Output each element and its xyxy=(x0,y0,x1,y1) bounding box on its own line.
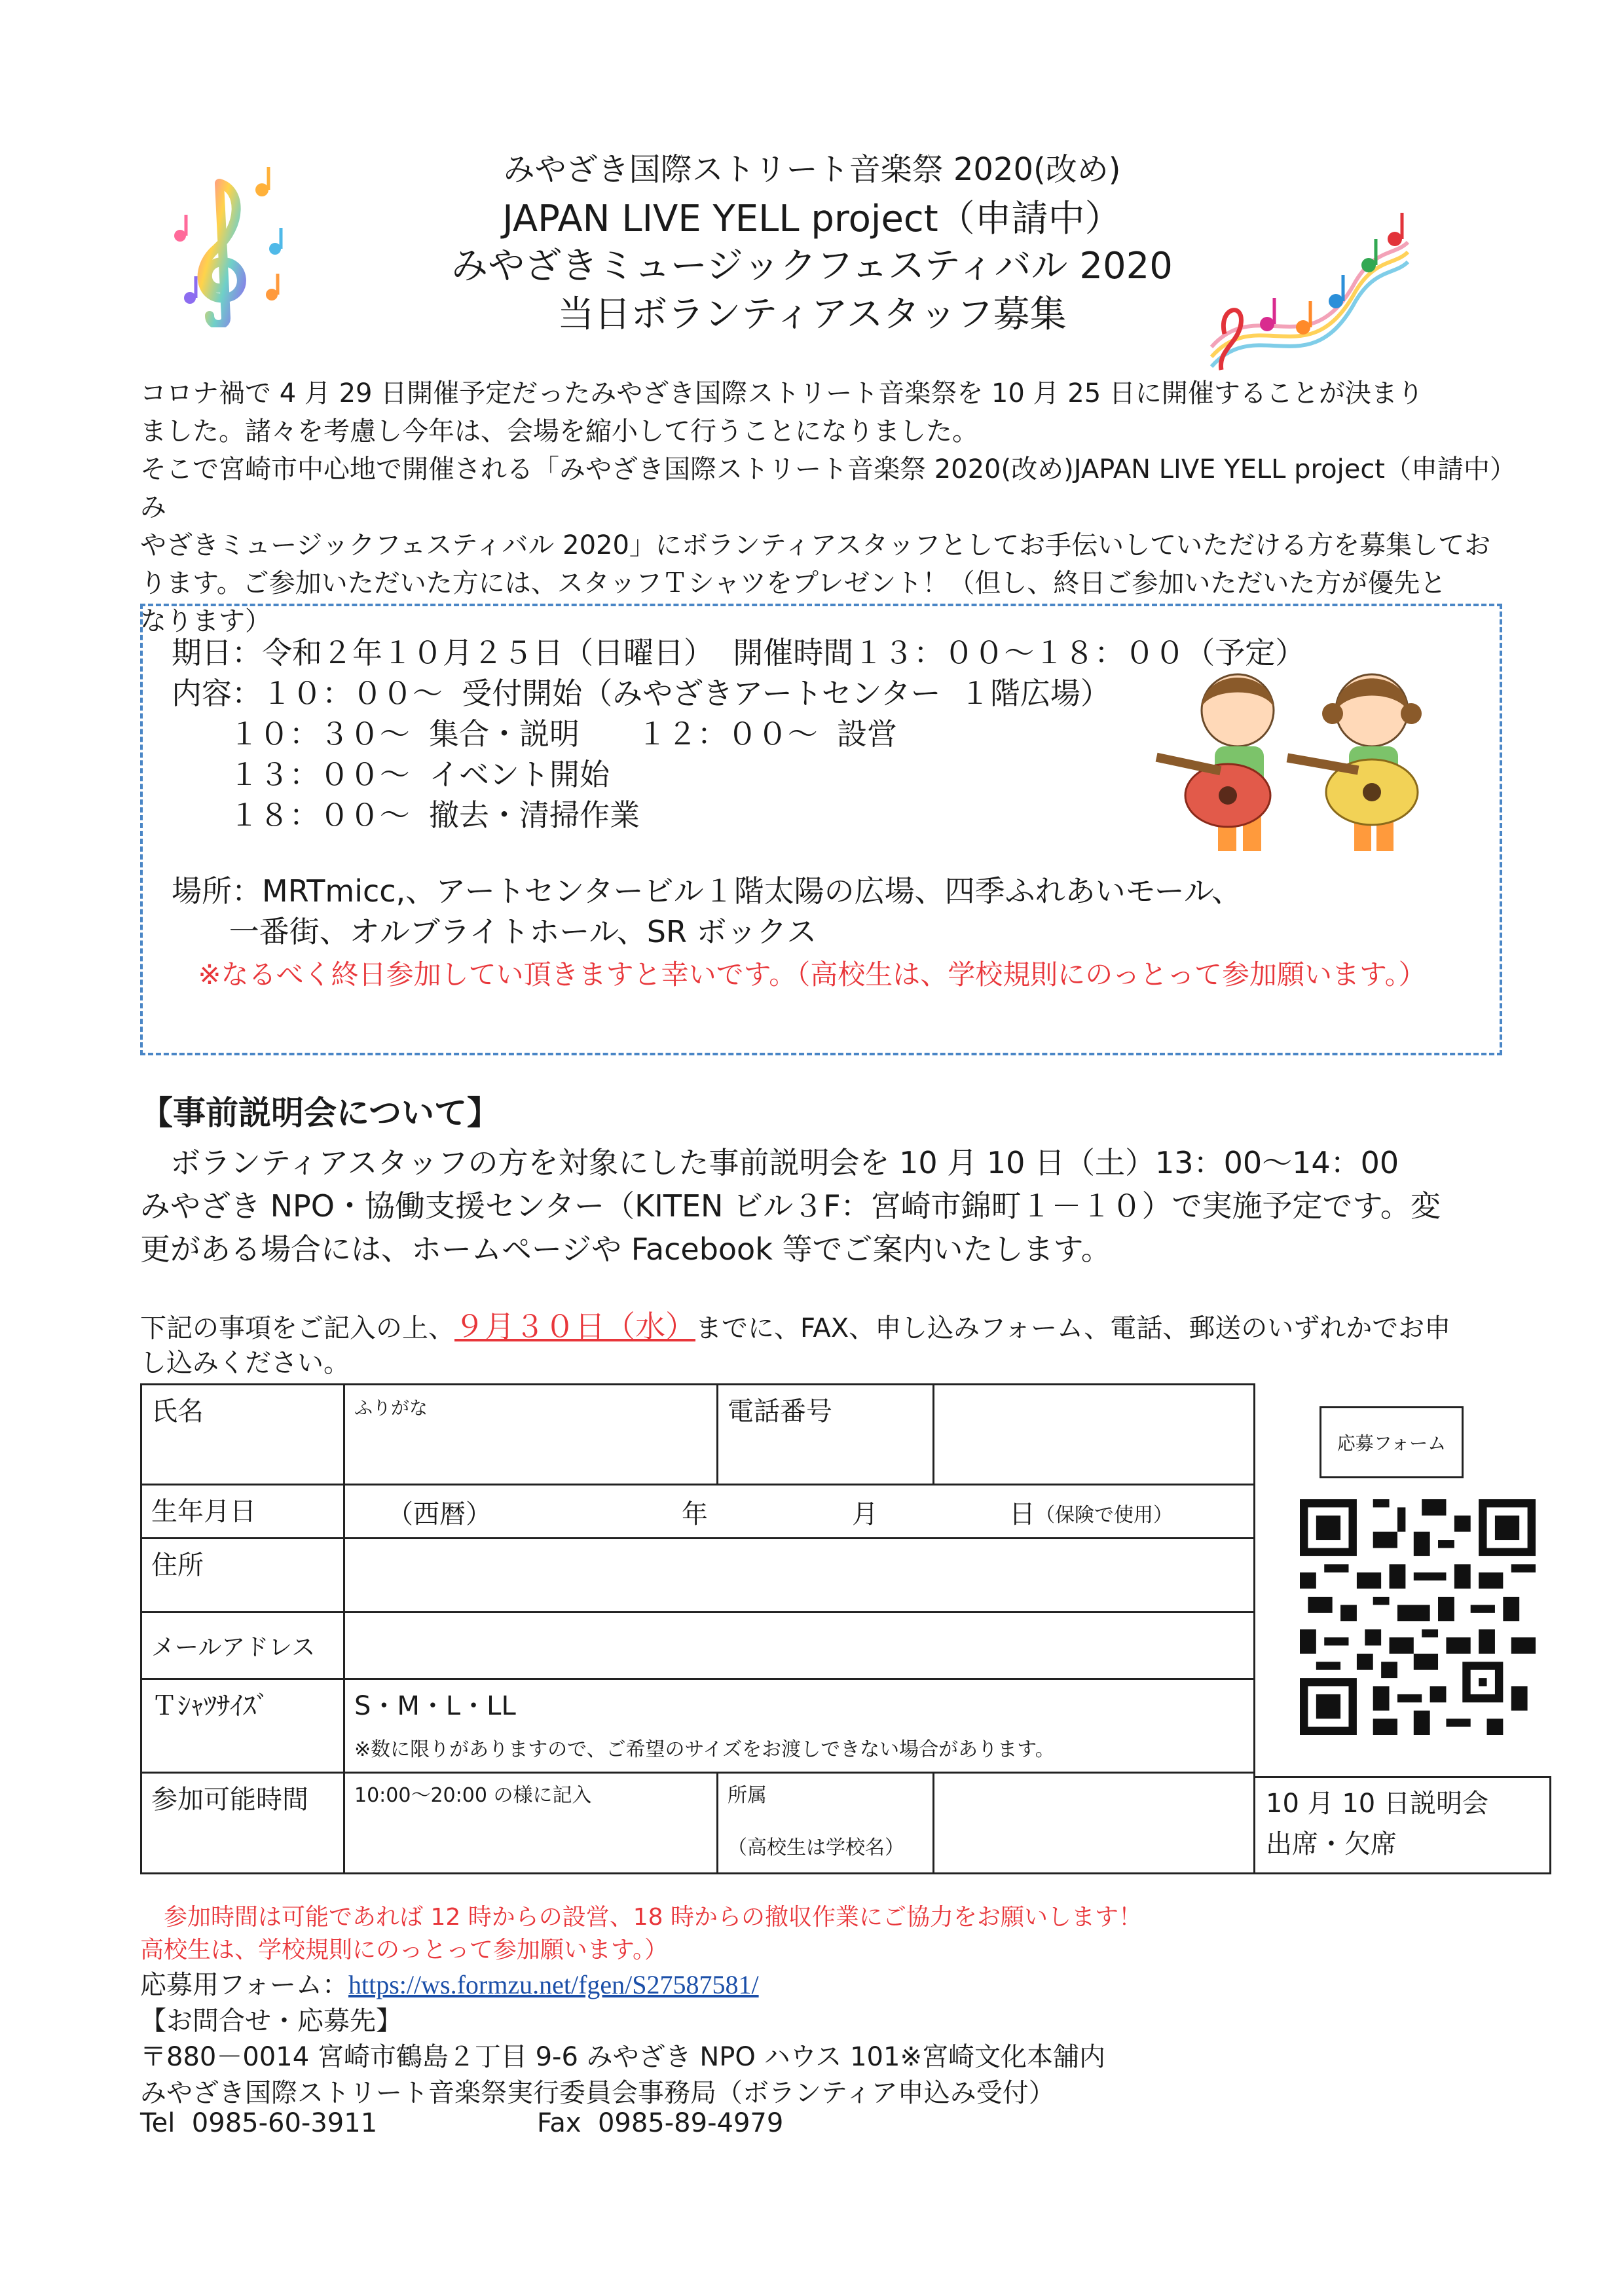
address-label: 住所 xyxy=(141,1539,344,1613)
contact-office: みやざき国際ストリート音楽祭実行委員会事務局（ボランティア申込み受付） xyxy=(140,2078,1055,2108)
header-line-2: JAPAN LIVE YELL project（申請中） xyxy=(502,198,1122,240)
birth-field[interactable] xyxy=(344,1485,1255,1539)
event-place-line: 場所：MRTmicc,、アートセンタービル１階太陽の広場、四季ふれあいモール、 xyxy=(172,873,1242,909)
email-field[interactable] xyxy=(344,1612,1255,1679)
apply-line-2: し込みください。 xyxy=(140,1348,350,1378)
time-label: 参加可能時間 xyxy=(141,1773,344,1874)
birth-label: 生年月日 xyxy=(141,1485,344,1539)
name-label: 氏名 xyxy=(141,1385,344,1485)
children-guitar-illustration xyxy=(1146,661,1460,864)
briefing-choice: 出席・欠席 xyxy=(1266,1829,1397,1859)
birth-month: 月 xyxy=(852,1499,878,1530)
briefing-heading: 【事前説明会について】 xyxy=(140,1094,500,1132)
qr-code-icon[interactable] xyxy=(1300,1499,1536,1735)
apply-instructions xyxy=(140,1303,1450,1346)
birth-year: 年 xyxy=(682,1499,708,1530)
intro-line: やざきミュージックフェスティバル 2020」にボランティアスタッフとしてお手伝いしていただける方を募集してお xyxy=(140,530,1491,560)
intro-paragraph xyxy=(140,374,1522,640)
contact-address: 〒880－0014 宮崎市鶴島２丁目 9-6 みやざき NPO ハウス 101※宮崎文化本舗内 xyxy=(140,2042,1105,2072)
phone-label: 電話番号 xyxy=(718,1385,934,1485)
birth-day: 日 xyxy=(1009,1499,1035,1530)
briefing-line: みやざき NPO・協働支援センター（KITEN ビル３F：宮崎市錦町１－１０）で実施予定です。変 xyxy=(140,1188,1441,1224)
qr-label: 応募フォーム xyxy=(1320,1406,1464,1478)
time-field[interactable]: 10:00～20:00 の様に記入 xyxy=(344,1773,718,1874)
application-form-table xyxy=(140,1383,1255,1874)
tshirt-field[interactable] xyxy=(344,1679,1255,1773)
form-url-line xyxy=(140,1964,759,2001)
event-content-line: 内容：１０：００～ 受付開始（みやざきアートセンター １階広場） xyxy=(172,676,1111,711)
birth-note: （保険で使用） xyxy=(1035,1504,1173,1527)
event-date-line: 期日：令和２年１０月２５日（日曜日） 開催時間１３：００～１８：００（予定） xyxy=(172,635,1306,670)
affiliation-cell[interactable] xyxy=(718,1773,934,1874)
form-url-label: 応募用フォーム： xyxy=(140,1970,348,2000)
event-note: ※なるべく終日参加してい頂きますと幸いです。（高校生は、学校規則にのっとって参加願います。） xyxy=(198,958,1426,991)
briefing-attendance-box[interactable] xyxy=(1253,1776,1551,1874)
apply-post: までに、FAX、申し込みフォーム、電話、郵送のいずれかでお申 xyxy=(695,1313,1451,1343)
contact-heading: 【お問合せ・応募先】 xyxy=(140,2006,402,2036)
affiliation-hint: （高校生は学校名） xyxy=(728,1836,904,1860)
form-url-link[interactable]: https://ws.formzu.net/fgen/S27587581/ xyxy=(348,1970,759,1999)
tshirt-label: Ｔｼｬﾂｻｲｽﾞ xyxy=(141,1679,344,1773)
tshirt-sizes: S・M・L・LL xyxy=(354,1691,516,1722)
address-field[interactable] xyxy=(344,1539,1255,1613)
tshirt-note: ※数に限りがありますので、ご希望のサイズをお渡しできない場合があります。 xyxy=(354,1738,1055,1762)
intro-line: ました。諸々を考慮し今年は、会場を縮小して行うことになりました。 xyxy=(140,416,978,446)
event-content-line: １０：３０～ 集合・説明 １２：００～ 設営 xyxy=(172,716,897,752)
footer-red-line: 高校生は、学校規則にのっとって参加願います。） xyxy=(140,1937,669,1963)
event-place-line: 一番街、オルブライトホール、SR ボックス xyxy=(172,914,817,949)
event-content-line: １８：００～ 撤去・清掃作業 xyxy=(172,797,640,833)
contact-tel: Tel 0985-60-3911 xyxy=(140,2108,378,2138)
intro-line: コロナ禍で 4 月 29 日開催予定だったみやざき国際ストリート音楽祭を 10 月 25 日に開催することが決まり xyxy=(140,378,1424,409)
briefing-line: ボランティアスタッフの方を対象にした事前説明会を 10 月 10 日（土）13：00～14：00 xyxy=(170,1145,1399,1180)
briefing-line: 更がある場合には、ホームページや Facebook 等でご案内いたします。 xyxy=(140,1231,1111,1267)
birth-era: （西暦） xyxy=(387,1499,492,1530)
apply-deadline: ９月３０日（水） xyxy=(454,1309,695,1344)
event-content-line: １３：００～ イベント開始 xyxy=(172,757,610,792)
header-line-1: みやざき国際ストリート音楽祭 2020(改め) xyxy=(503,151,1121,188)
affiliation-label: 所属 xyxy=(728,1784,767,1808)
apply-pre: 下記の事項をご記入の上、 xyxy=(140,1313,454,1343)
briefing-date: 10 月 10 日説明会 xyxy=(1266,1789,1488,1819)
footer-red-line: 参加時間は可能であれば 12 時からの設営、18 時からの撤収作業にご協力をお願いします！ xyxy=(164,1904,1142,1931)
contact-fax: Fax 0985-89-4979 xyxy=(537,2108,784,2138)
affiliation-field[interactable] xyxy=(934,1773,1255,1874)
intro-line: なります） xyxy=(140,606,271,636)
header-line-3: みやざきミュージックフェスティバル 2020 xyxy=(451,245,1173,287)
header-line-4: 当日ボランティアスタッフ募集 xyxy=(557,293,1067,336)
email-label: メールアドレス xyxy=(141,1612,344,1679)
phone-field[interactable] xyxy=(934,1385,1255,1485)
intro-line: そこで宮崎市中心地で開催される「みやざき国際ストリート音楽祭 2020(改め)JAPAN LIVE YELL project（申請中） み xyxy=(140,454,1516,522)
name-field[interactable] xyxy=(344,1385,718,1485)
furigana-label: ふりがな xyxy=(354,1397,428,1419)
intro-line: ります。ご参加いただいた方には、スタッフＴシャツをプレゼント！（但し、終日ご参加いただいた方が優先と xyxy=(140,568,1447,598)
